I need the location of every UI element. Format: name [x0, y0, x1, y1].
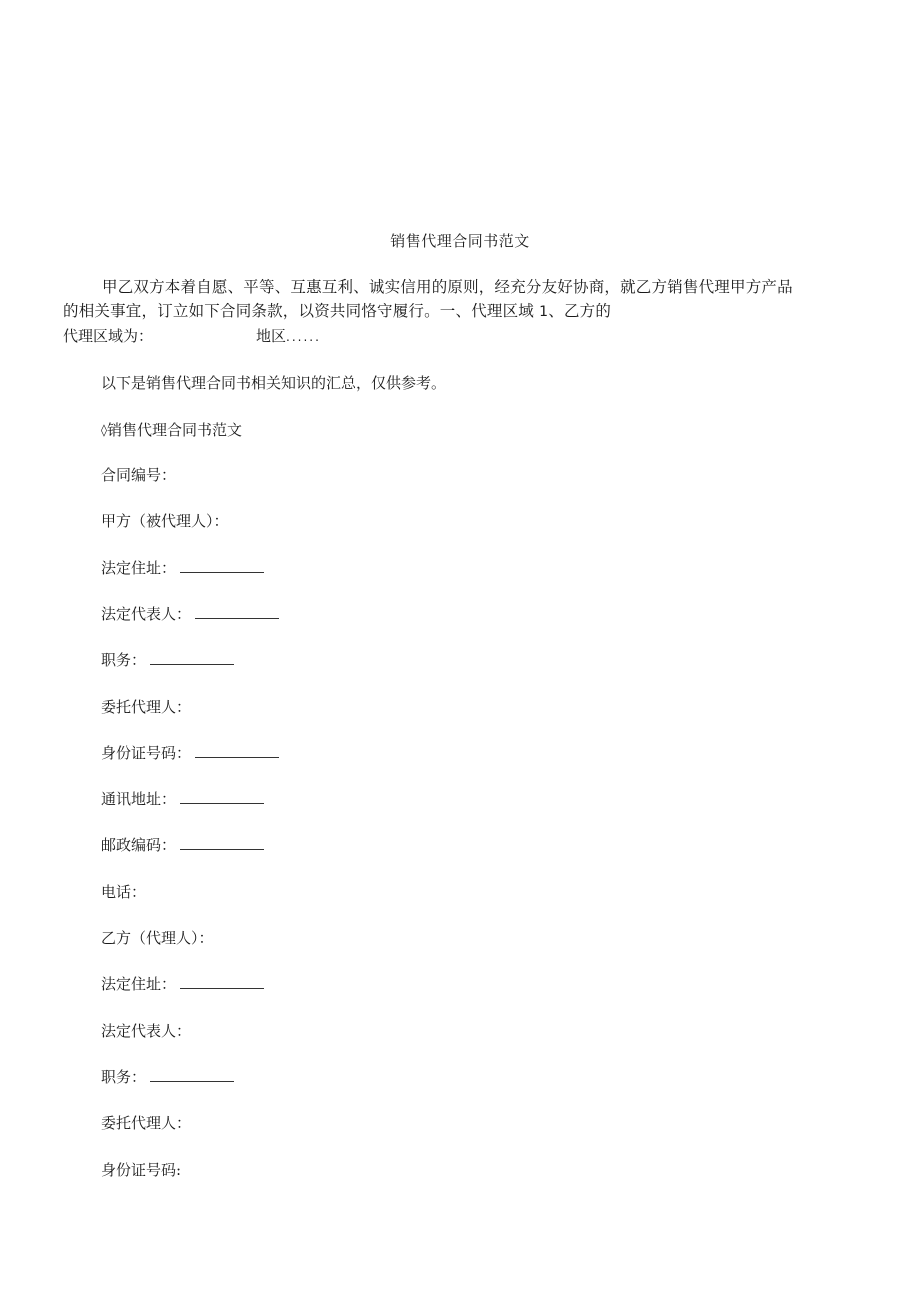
field-label: 身份证号码：: [101, 744, 192, 762]
field-label: 委托代理人：: [101, 698, 192, 716]
clause-number: 1: [539, 304, 549, 320]
document-title: 销售代理合同书范文: [390, 232, 530, 250]
diamond-icon: ◊: [101, 423, 107, 437]
contract-field-row: [101, 835, 264, 855]
contract-field-row: [101, 882, 146, 902]
intro-line-1: 甲乙双方本着自愿、平等、互惠互利、诚实信用的原则，经充分友好协商，就乙方销售代理甲方产品: [102, 278, 793, 296]
contract-field-row: [101, 1160, 181, 1180]
field-label: 电话：: [101, 883, 147, 901]
intro-line-2: [63, 299, 858, 324]
contract-field-row: [101, 789, 264, 809]
contract-field-row: [101, 1021, 191, 1041]
agency-region-label: 代理区域为：: [63, 327, 154, 345]
fill-in-blank-line: [180, 559, 264, 573]
field-label: 法定住址：: [101, 975, 177, 993]
summary-note: 以下是销售代理合同书相关知识的汇总，仅供参考。: [101, 374, 447, 392]
fill-in-blank-line: [180, 790, 264, 804]
field-label: 职务：: [101, 651, 147, 669]
fill-in-blank-line: [150, 651, 234, 665]
fill-in-blank-line: [195, 744, 279, 758]
contract-field-row: [101, 604, 279, 624]
field-label: 甲方（被代理人）：: [101, 512, 229, 530]
contract-field-row: [101, 928, 214, 948]
field-label: 通讯地址：: [101, 790, 177, 808]
section-title: 销售代理合同书范文: [106, 421, 242, 439]
field-label: 法定代表人：: [101, 605, 192, 623]
contract-field-row: [101, 465, 176, 485]
field-label: 邮政编码：: [101, 836, 177, 854]
section-heading: [101, 420, 242, 441]
fill-in-blank-line: [180, 975, 264, 989]
fill-in-blank-line: [195, 605, 279, 619]
contract-field-row: [101, 974, 264, 994]
field-label: 身份证号码:: [101, 1161, 182, 1179]
contract-field-row: [101, 743, 279, 763]
field-label: 合同编号：: [101, 466, 177, 484]
intro-line-3: [63, 324, 858, 349]
field-label: 职务：: [101, 1068, 147, 1086]
field-label: 乙方（代理人）：: [101, 929, 214, 947]
field-label: 法定代表人：: [101, 1022, 192, 1040]
fill-in-blank-line: [150, 1068, 234, 1082]
contract-field-row: [101, 558, 264, 578]
ellipsis-dots: ......: [286, 330, 321, 344]
fill-in-blank-line: [180, 836, 264, 850]
contract-field-row: [101, 697, 191, 717]
field-label: 法定住址：: [101, 559, 177, 577]
intro-line-2-text-a: 的相关事宜，订立如下合同条款，以资共同恪守履行。一、代理区域: [63, 302, 540, 320]
contract-field-row: [101, 511, 229, 531]
region-suffix: 地区: [256, 327, 287, 345]
contract-field-row: [101, 1067, 234, 1087]
intro-paragraph: [63, 275, 858, 349]
intro-line-2-text-b: 、乙方的: [548, 302, 612, 320]
field-label: 委托代理人：: [101, 1114, 192, 1132]
contract-field-row: [101, 650, 234, 670]
contract-field-row: [101, 1113, 191, 1133]
